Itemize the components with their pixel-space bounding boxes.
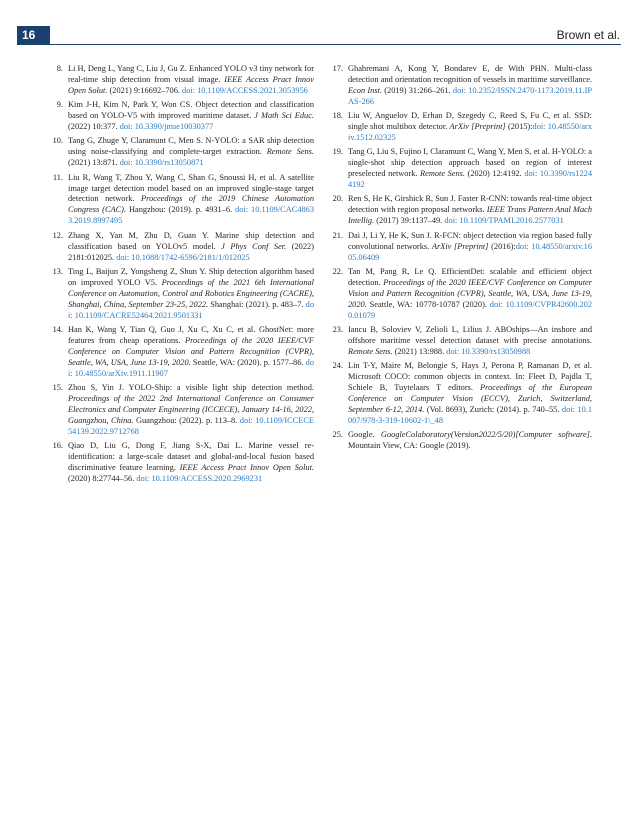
- reference-doi-link[interactable]: doi: 10.2352/ISSN.2470-1173.2019.11.IPAS-266: [348, 85, 592, 106]
- reference-venue: Econ Inst.: [348, 85, 382, 95]
- reference-venue: ArXiv [Preprint]: [449, 122, 506, 132]
- reference-item: [48, 100, 314, 133]
- reference-number: 16.: [52, 441, 63, 450]
- reference-number: 9.: [56, 100, 63, 110]
- reference-venue: J Math Sci Educ.: [254, 111, 315, 121]
- reference-text: Iancu B, Soloviev V, Zelioli L, Lilius J. ABOships—An inshore and offshore maritime vessel detection dataset with precise annotations.: [348, 324, 592, 345]
- reference-doi-link[interactable]: doi: 10.1109/CVPR42600.2020.01079: [348, 299, 592, 320]
- reference-item: [48, 441, 314, 485]
- reference-number: 20.: [332, 194, 343, 204]
- reference-number: 8.: [56, 64, 63, 73]
- reference-text: Zhang X, Yan M, Zhu D, Guan Y. Marine ship detection and classification based on YOLOv5 model.: [68, 230, 314, 251]
- reference-venue: IEEE Trans Pattern Anal Mach Intellig.: [348, 205, 593, 226]
- reference-tail: (2022) 10:377.: [68, 122, 120, 132]
- reference-tail: (2020) 12:4192.: [465, 169, 525, 179]
- reference-text: Qiao D, Liu G, Dong F, Jiang S-X, Dai L. Marine vessel re-identification: a large-scale dataset and global-and-local fusion based discriminative feature learning.: [68, 441, 314, 472]
- reference-number: 13.: [52, 266, 63, 276]
- reference-text: Ghahremani A, Kong Y, Bondarev E, de With PHN. Multi-class detection and orientation recognition of vessels in maritime surveillance.: [348, 64, 592, 84]
- reference-text: Dai J, Li Y, He K, Sun J. R-FCN: object detection via region based fully convolutional networks.: [348, 230, 592, 251]
- running-head: Brown et al.: [556, 28, 620, 42]
- reference-tail: (2021) 13:988.: [392, 346, 447, 356]
- reference-item: [48, 325, 314, 380]
- reference-doi-link[interactable]: doi: 10.48550/arxiv.1605.06409: [348, 241, 592, 262]
- reference-doi-link[interactable]: doi: 10.1109/ACCESS.2020.2969231: [136, 473, 263, 483]
- reference-venue: IEEE Access Pract Innov Open Solut.: [179, 462, 314, 472]
- reference-tail: (2017) 39:1137–49.: [374, 216, 445, 226]
- reference-number: 11.: [52, 172, 63, 182]
- reference-number: 15.: [52, 382, 63, 392]
- reference-venue: Proceedings of the 2022 2nd International Conference on Consumer Electronics and Computer Engineering (ICCECE), January 14-16, 2022, Guangzhou, China.: [68, 393, 314, 425]
- reference-text: Ting L, Baijun Z, Yongsheng Z, Shun Y. Ship detection algorithm based on improved YOLO V5.: [68, 266, 314, 287]
- reference-tail: Guangzhou: (2022). p. 113–8.: [133, 415, 240, 425]
- reference-item: [328, 147, 592, 191]
- reference-text: Li H, Deng L, Yang C, Liu J, Gu Z. Enhanced YOLO v3 tiny network for real-time ship detection from visual image.: [68, 64, 314, 84]
- references-left-column: [48, 64, 314, 488]
- reference-item: [48, 64, 314, 97]
- reference-item: [328, 361, 592, 426]
- reference-text: Tan M, Pang R, Le Q. EfficientDet: scalable and efficient object detection.: [348, 266, 592, 287]
- reference-item: [48, 383, 314, 438]
- reference-tail: Seattle, WA: 10778-10787 (2020).: [366, 299, 490, 309]
- reference-venue: Proceedings of the European Conference on Computer Vision (ECCV), Zurich, Switzerland, September 6-12, 2014.: [348, 382, 593, 414]
- reference-doi-link[interactable]: doi: 10.1109/CACRE52464.2021.9501331: [68, 299, 314, 320]
- reference-text: Ren S, He K, Girshick R, Sun J. Faster R-CNN: towards real-time object detection with region proposal networks.: [348, 194, 592, 215]
- reference-tail: Hangzhou: (2019). p. 4931–6.: [126, 205, 236, 215]
- reference-number: 17.: [332, 64, 343, 73]
- page-number: 16: [17, 26, 50, 45]
- reference-tail: (2022) 2181:012025.: [68, 241, 314, 262]
- reference-doi-link[interactable]: doi: 10.3390/rs12244192: [348, 169, 592, 190]
- reference-tail: (Vol. 8693), Zurich: (2014). p. 740–55.: [424, 404, 562, 414]
- references-right-column: [328, 64, 592, 455]
- reference-venue: J Phys Conf Ser.: [221, 241, 287, 251]
- reference-doi-link[interactable]: doi: 10.1109/ACCESS.2021.3053956: [182, 85, 308, 95]
- reference-tail: (2015):: [505, 122, 533, 132]
- header-rule: [50, 44, 621, 45]
- reference-item: [48, 173, 314, 228]
- reference-doi-link[interactable]: doi: 10.1109/TPAMI.2016.2577031: [444, 216, 564, 226]
- reference-number: 10.: [52, 136, 63, 146]
- page-header: [0, 0, 638, 50]
- reference-item: [328, 64, 592, 108]
- reference-venue: Proceedings of the 2021 6th International Conference on Automation, Control and Robotics Engineering (CACRE), Shanghai, China, September 23-25, 2022.: [68, 277, 314, 309]
- reference-doi-link[interactable]: doi: 10.3390/rs13050988: [446, 346, 531, 356]
- reference-number: 18.: [332, 111, 343, 121]
- reference-tail: Mountain View, CA: Google (2019).: [348, 441, 471, 450]
- reference-doi-link[interactable]: doi: 10.1088/1742-6596/2181/1/012025: [116, 252, 250, 262]
- reference-venue: Proceedings of the 2019 Chinese Automation Congress (CAC).: [68, 194, 314, 215]
- reference-tail: (2020) 8:27744–56.: [68, 473, 137, 483]
- reference-tail: Shanghai: (2021). p. 483–7.: [208, 299, 306, 309]
- reference-item: [48, 231, 314, 264]
- reference-tail: (2021) 13:871.: [68, 158, 120, 168]
- reference-venue: Remote Sens.: [420, 169, 465, 179]
- reference-text: Tang G, Zhuge Y, Claramunt C, Men S. N-YOLO: a SAR ship detection using noise-classifying and complete-target extraction.: [68, 136, 314, 157]
- reference-doi-link[interactable]: doi: 10.1109/CAC48633.2019.8997495: [68, 205, 315, 226]
- reference-doi-link[interactable]: doi: 10.1007/978-3-319-10602-1\_48: [348, 404, 592, 425]
- reference-venue: Proceedings of the 2020 IEEE/CVF Conference on Computer Vision and Pattern Recognition (CVPR), Seattle, WA, USA, June 13-19, 2020.: [68, 335, 314, 367]
- reference-tail: Seattle, WA: (2020). p. 1577–86.: [190, 357, 306, 367]
- reference-tail: (2019) 31:266–261.: [382, 85, 453, 95]
- reference-number: 21.: [332, 230, 343, 240]
- reference-tail: (2021) 9:16692–706.: [107, 85, 183, 95]
- reference-tail: (2016):: [488, 241, 516, 251]
- reference-number: 14.: [52, 324, 63, 334]
- reference-venue: ArXiv [Preprint]: [431, 241, 489, 251]
- reference-number: 25.: [332, 430, 343, 440]
- reference-text: Lin T-Y, Maire M, Belongie S, Hays J, Perona P, Ramanan D, et al. Microsoft COCO: common objects in context. In: Fleet D, Pajdla T, Schiele B, Tuytelaars T editors.: [348, 361, 592, 392]
- reference-item: [328, 430, 592, 452]
- reference-item: [328, 267, 592, 322]
- reference-item: [328, 231, 592, 264]
- reference-number: 22.: [332, 266, 343, 276]
- reference-text: Tang G, Liu S, Fujino I, Claramunt C, Wang Y, Men S, et al. H-YOLO: a single-shot ship detection approach based on region of interest preselected network.: [348, 147, 592, 179]
- reference-venue: GoogleColaboratory(Version2022/5/20)[Computer software].: [380, 430, 592, 440]
- reference-number: 19.: [332, 147, 343, 157]
- reference-item: [48, 267, 314, 322]
- reference-text: Kim J-H, Kim N, Park Y, Won CS. Object detection and classification based on YOLO-V5 with improved maritime dataset.: [68, 100, 314, 121]
- reference-venue: Proceedings of the 2020 IEEE/CVF Conference on Computer Vision and Pattern Recognition (CVPR), Seattle, WA, USA, June 13-19, 2020.: [348, 277, 592, 309]
- reference-text: Liu R, Wang T, Zhou Y, Wang C, Shan G, Snoussi H, et al. A satellite image target detection model based on an improved single-stage target detection network.: [68, 172, 314, 204]
- reference-item: [328, 325, 592, 358]
- reference-number: 24.: [332, 361, 343, 371]
- reference-doi-link[interactable]: doi: 10.3390/jmse10030377: [119, 122, 214, 132]
- reference-doi-link[interactable]: doi: 10.48550/arXiv.1911.11907: [68, 357, 315, 378]
- reference-text: Liu W, Anguelov D, Erhan D, Szegedy C, Reed S, Fu C, et al. SSD: single shot multibox detector.: [348, 111, 592, 132]
- reference-doi-link[interactable]: doi: 10.1109/ICCECE54139.2022.9712768: [68, 415, 314, 436]
- reference-item: [328, 111, 592, 144]
- reference-number: 23.: [332, 324, 343, 334]
- reference-venue: Remote Sens.: [348, 346, 393, 356]
- reference-text: Zhou S, Yin J. YOLO-Ship: a visible light ship detection method.: [68, 382, 314, 392]
- reference-doi-link[interactable]: doi: 10.48550/arxiv.1512.02325: [348, 122, 593, 142]
- reference-venue: Remote Sens.: [266, 147, 314, 157]
- reference-doi-link[interactable]: doi: 10.3390/rs13050871: [119, 158, 204, 168]
- reference-number: 12.: [52, 230, 63, 240]
- reference-text: Han K, Wang Y, Tian Q, Guo J, Xu C, Xu C, et al. GhostNet: more features from cheap operations.: [68, 324, 314, 345]
- reference-text: Google.: [348, 430, 381, 440]
- reference-item: [48, 136, 314, 169]
- reference-venue: IEEE Access Pract Innov Open Solut.: [68, 74, 314, 95]
- reference-item: [328, 194, 592, 227]
